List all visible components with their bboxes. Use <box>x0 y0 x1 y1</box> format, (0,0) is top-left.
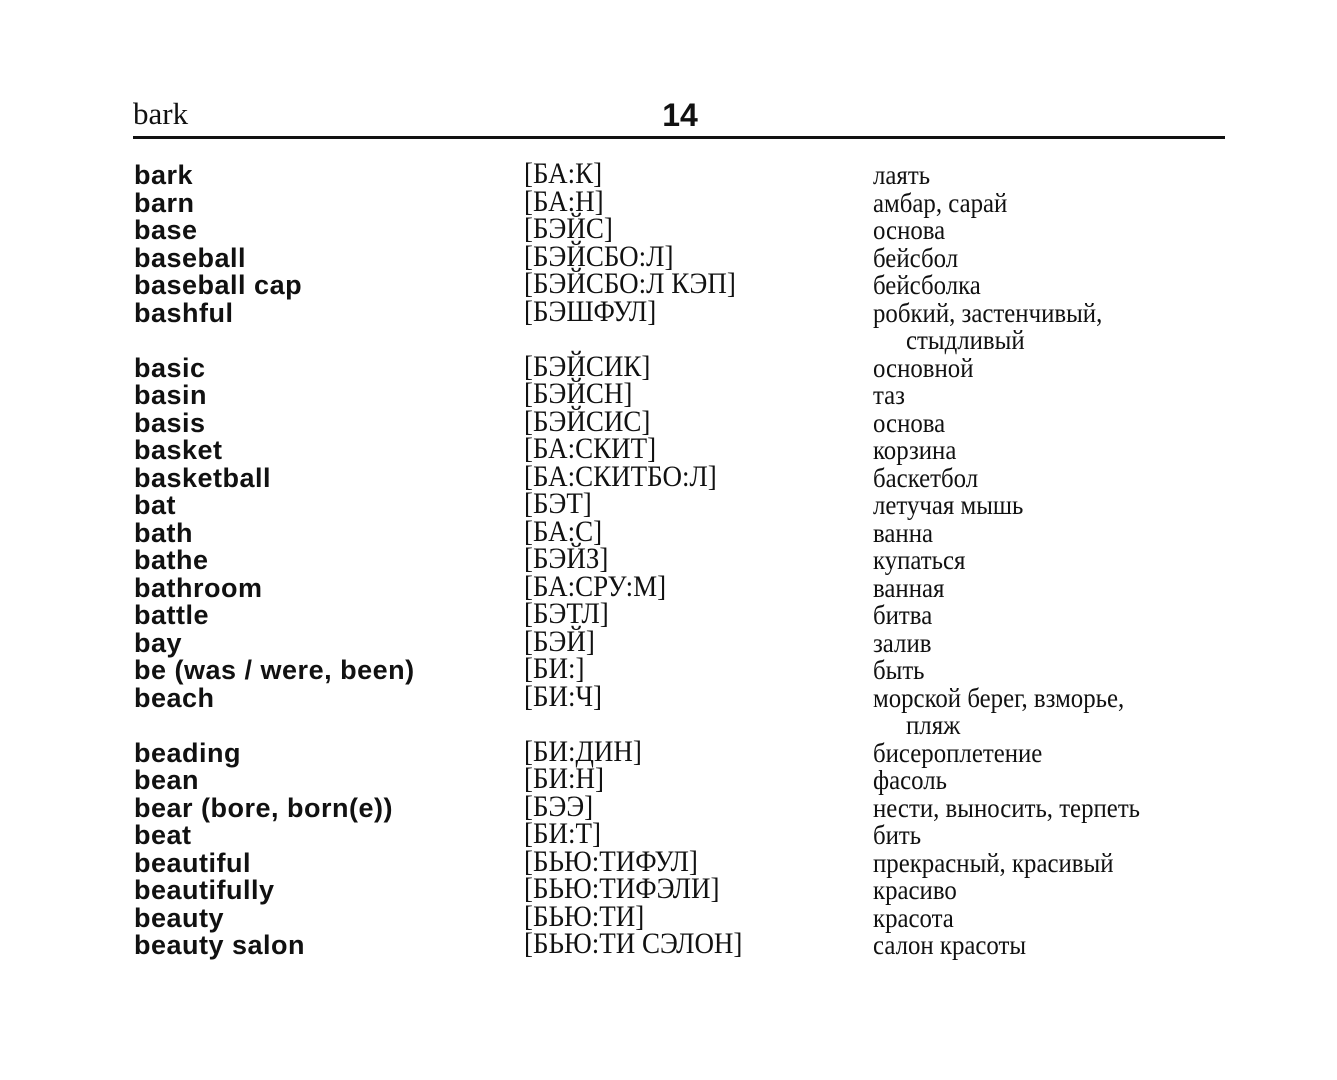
entry-continuation <box>0 711 1337 739</box>
translation: бейсбол <box>873 242 959 273</box>
headword: beauty salon <box>134 930 306 960</box>
translation: основа <box>873 407 946 438</box>
dictionary-entry <box>0 487 1337 520</box>
dictionary-entry <box>0 597 1337 630</box>
translation: летучая мышь <box>873 490 1024 520</box>
transcription: [БЭЙС] <box>524 212 613 245</box>
translation: битва <box>873 600 933 630</box>
entry-continuation <box>0 326 1337 354</box>
translation: купаться <box>873 545 966 575</box>
transcription: [БЭЭ] <box>524 789 594 823</box>
dictionary-entry <box>0 569 1337 603</box>
translation: морской берег, взморье, <box>873 682 1125 713</box>
headword: beat <box>134 820 192 850</box>
dictionary-entry <box>0 349 1337 383</box>
page-number: 14 <box>662 97 698 133</box>
translation: основной <box>873 352 974 383</box>
translation: фасоль <box>873 765 947 795</box>
headword: basketball <box>134 462 272 493</box>
dictionary-entry <box>0 734 1337 768</box>
translation: нести, выносить, терпеть <box>873 792 1141 823</box>
headword: bashful <box>134 297 234 328</box>
headword: beach <box>134 682 215 713</box>
header-rule <box>133 136 1225 139</box>
transcription: [БЭШФУЛ] <box>524 294 657 328</box>
transcription: [БЭЙСБО:Л] <box>524 239 674 273</box>
dictionary-entry <box>0 404 1337 438</box>
headword: bear (bore, born(e)) <box>134 792 394 823</box>
translation: залив <box>873 627 932 658</box>
dictionary-entry <box>0 184 1337 218</box>
transcription: [БА:К] <box>524 157 603 190</box>
transcription: [БИ:ДИН] <box>524 734 642 768</box>
headword: beauty <box>134 902 225 933</box>
headword: battle <box>134 600 210 630</box>
headword: beautiful <box>134 847 251 878</box>
translation: корзина <box>873 435 957 465</box>
dictionary-entry <box>0 872 1337 905</box>
translation: таз <box>873 380 905 410</box>
transcription: [БА:СКИТБО:Л] <box>524 459 717 493</box>
headword: bat <box>134 490 176 520</box>
dictionary-entry <box>0 157 1337 190</box>
translation: амбар, сарай <box>873 187 1008 218</box>
translation: ванна <box>873 517 934 548</box>
transcription: [БИ:Ч] <box>524 679 603 713</box>
transcription: [БА:СКИТ] <box>524 432 657 465</box>
translation: лаять <box>873 160 931 190</box>
guide-word: bark <box>133 96 189 131</box>
dictionary-entry <box>0 377 1337 410</box>
headword: bean <box>134 765 200 795</box>
translation: основа <box>873 215 946 245</box>
transcription: [БЭТ] <box>524 487 592 520</box>
translation: прекрасный, красивый <box>873 847 1114 878</box>
transcription: [БЭЙСИС] <box>524 404 651 438</box>
dictionary-entry <box>0 652 1337 685</box>
headword: be (was / were, been) <box>134 655 415 685</box>
translation: робкий, застенчивый, <box>873 297 1103 328</box>
headword: basin <box>134 380 208 410</box>
dictionary-entry <box>0 294 1337 328</box>
translation: салон красоты <box>873 930 1027 960</box>
transcription: [БЭЙСН] <box>524 377 633 410</box>
dictionary-entry <box>0 679 1337 713</box>
transcription: [БЬЮ:ТИФЭЛИ] <box>524 872 720 905</box>
headword: beading <box>134 737 242 768</box>
transcription: [БЭЙСБО:Л КЭП] <box>524 267 736 300</box>
headword: bark <box>134 160 194 190</box>
dictionary-entry <box>0 789 1337 823</box>
transcription: [БИ:] <box>524 652 585 685</box>
headword: barn <box>134 187 195 218</box>
transcription: [БА:СРУ:М] <box>524 569 667 603</box>
translation: бейсболка <box>873 270 981 300</box>
translation: пляж <box>906 710 961 740</box>
headword: bay <box>134 627 183 658</box>
translation: красота <box>873 902 954 933</box>
translation: ванная <box>873 572 945 603</box>
transcription: [БЬЮ:ТИ] <box>524 899 645 933</box>
dictionary-entry <box>0 267 1337 300</box>
headword: baseball cap <box>134 270 303 300</box>
translation: бить <box>873 820 922 850</box>
transcription: [БЭТЛ] <box>524 597 609 630</box>
headword: basis <box>134 407 206 438</box>
dictionary-entry <box>0 762 1337 795</box>
transcription: [БЬЮ:ТИ СЭЛОН] <box>524 927 743 960</box>
translation: быть <box>873 655 925 685</box>
headword: bath <box>134 517 193 548</box>
transcription: [БЭЙСИК] <box>524 349 651 383</box>
headword: bathe <box>134 545 209 575</box>
headword: basket <box>134 435 223 465</box>
transcription: [БЬЮ:ТИФУЛ] <box>524 844 698 878</box>
headword: basic <box>134 352 206 383</box>
transcription: [БА:Н] <box>524 184 604 218</box>
dictionary-entry <box>0 927 1337 960</box>
translation: стыдливый <box>906 325 1025 355</box>
dictionary-entry <box>0 514 1337 548</box>
dictionary-entry <box>0 459 1337 493</box>
transcription: [БЭЙ] <box>524 624 595 658</box>
transcription: [БЭЙЗ] <box>524 542 609 575</box>
translation: баскетбол <box>873 462 979 493</box>
dictionary-entry <box>0 542 1337 575</box>
headword: baseball <box>134 242 247 273</box>
headword: beautifully <box>134 875 275 905</box>
translation: красиво <box>873 875 957 905</box>
dictionary-entries <box>0 157 1337 960</box>
headword: bathroom <box>134 572 263 603</box>
transcription: [БИ:Н] <box>524 762 604 795</box>
transcription: [БИ:Т] <box>524 817 601 850</box>
translation: бисероплетение <box>873 737 1043 768</box>
transcription: [БА:С] <box>524 514 603 548</box>
dictionary-entry <box>0 624 1337 658</box>
headword: base <box>134 215 198 245</box>
